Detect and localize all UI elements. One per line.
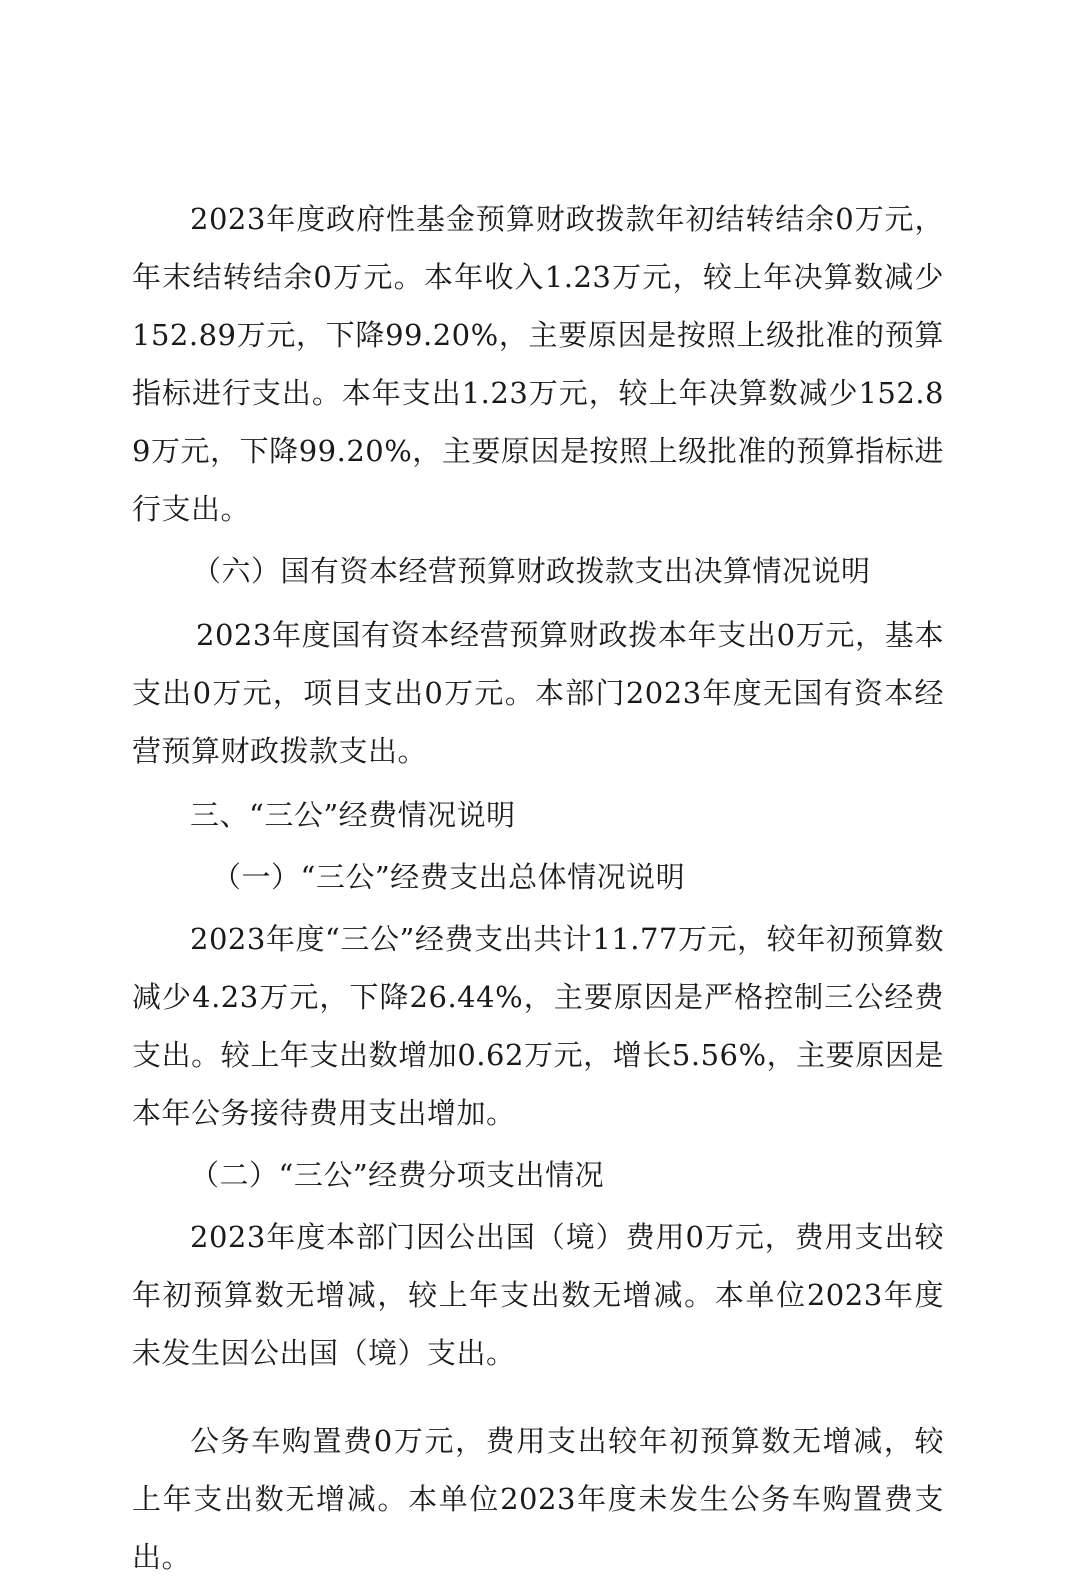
- paragraph-vehicle-purchase: 公务车购置费0万元，费用支出较年初预算数无增减，较上年支出数无增减。本单位2023年度未发生公务车购置费支出。: [132, 1424, 944, 1574]
- heading-subsection-one: （一）“三公”经费支出总体情况说明: [212, 860, 686, 894]
- heading-section-three: 三、“三公”经费情况说明: [190, 798, 516, 832]
- paragraph-abroad-expense: 2023年度本部门因公出国（境）费用0万元，费用支出较年初预算数无增减，较上年支出数无增减。本单位2023年度未发生因公出国（境）支出。: [132, 1220, 944, 1370]
- paragraph-state-capital: 2023年度国有资本经营预算财政拨本年支出0万元，基本支出0万元，项目支出0万元。本部门2023年度无国有资本经营预算财政拨款支出。: [132, 618, 944, 768]
- heading-section-six: （六）国有资本经营预算财政拨款支出决算情况说明: [192, 554, 871, 588]
- heading-subsection-two: （二）“三公”经费分项支出情况: [190, 1158, 605, 1192]
- document-body: [132, 190, 944, 1586]
- paragraph-government-fund: 2023年度政府性基金预算财政拨款年初结转结余0万元，年末结转结余0万元。本年收入1.23万元，较上年决算数减少152.89万元，下降99.20%，主要原因是按照上级批准的预算指标进行支出。本年支出1.23万元，较上年决算数减少152.89万元，下降99.20%，主要原因是按照上级批准的预算指标进行支出。: [132, 202, 944, 526]
- paragraph-three-public-total: 2023年度“三公”经费支出共计11.77万元，较年初预算数减少4.23万元，下降26.44%，主要原因是严格控制三公经费支出。较上年支出数增加0.62万元，增长5.56%，主要原因是本年公务接待费用支出增加。: [132, 922, 944, 1130]
